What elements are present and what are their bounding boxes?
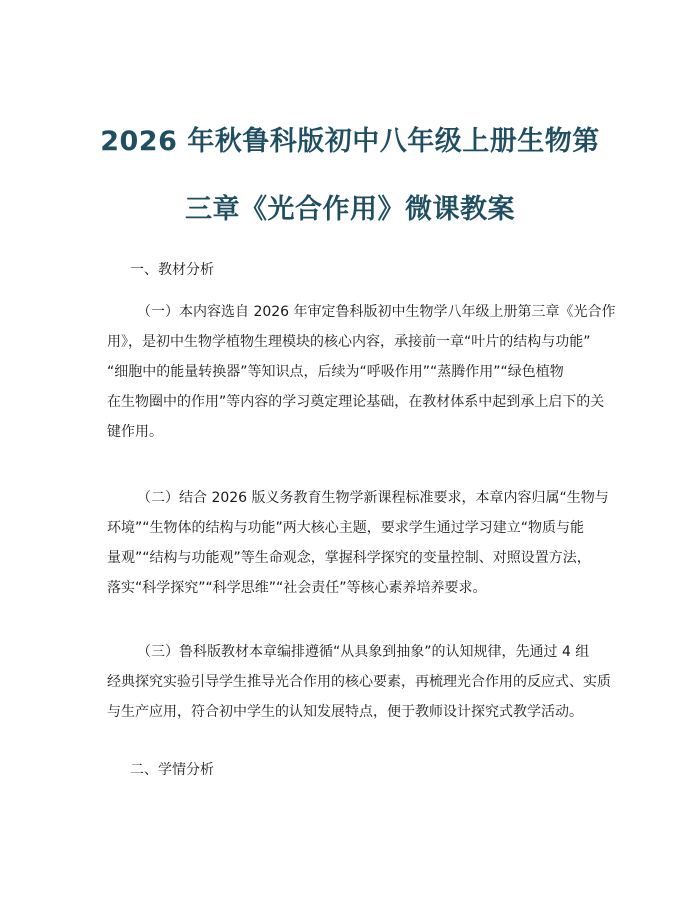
document-title	[60, 108, 640, 244]
paragraph-line: （二）结合 2026 版义务教育生物学新课程标准要求，本章内容归属“生物与	[137, 490, 609, 506]
paragraph-line: 落实“科学探究”“科学思维”“社会责任”等核心素养培养要求。	[107, 580, 487, 596]
paragraph-materials-3	[107, 637, 611, 727]
paragraph-materials-1	[107, 297, 616, 447]
paragraph-line: 环境”“生物体的结构与功能”两大核心主题，要求学生通过学习建立“物质与能	[107, 520, 585, 536]
title-line: 三章《光合作用》微课教案	[185, 194, 515, 225]
paragraph-line: 用》，是初中生物学植物生理模块的核心内容，承接前一章“叶片的结构与功能”	[107, 334, 591, 350]
paragraph-materials-2	[107, 483, 609, 603]
paragraph-line: （三）鲁科版教材本章编排遵循“从具象到抽象”的认知规律，先通过 4 组	[137, 644, 590, 660]
paragraph-line: 与生产应用，符合初中学生的认知发展特点，便于教师设计探究式教学活动。	[107, 704, 583, 720]
paragraph-line: （一）本内容选自 2026 年审定鲁科版初中生物学八年级上册第三章《光合作	[137, 304, 616, 320]
section-heading-learner-analysis: 二、学情分析	[130, 762, 214, 778]
title-line: 2026 年秋鲁科版初中八年级上册生物第	[100, 126, 600, 157]
paragraph-line: 在生物圈中的作用”等内容的学习奠定理论基础，在教材体系中起到承上启下的关	[107, 394, 605, 410]
paragraph-line: “细胞中的能量转换器”等知识点，后续为“呼吸作用”“蒸腾作用”“绿色植物	[107, 364, 564, 380]
paragraph-line: 经典探究实验引导学生推导光合作用的核心要素，再梳理光合作用的反应式、实质	[107, 674, 611, 690]
paragraph-line: 键作用。	[107, 424, 163, 440]
paragraph-line: 量观”“结构与功能观”等生命观念，掌握科学探究的变量控制、对照设置方法，	[107, 550, 591, 566]
section-heading-materials-analysis: 一、教材分析	[130, 262, 214, 278]
